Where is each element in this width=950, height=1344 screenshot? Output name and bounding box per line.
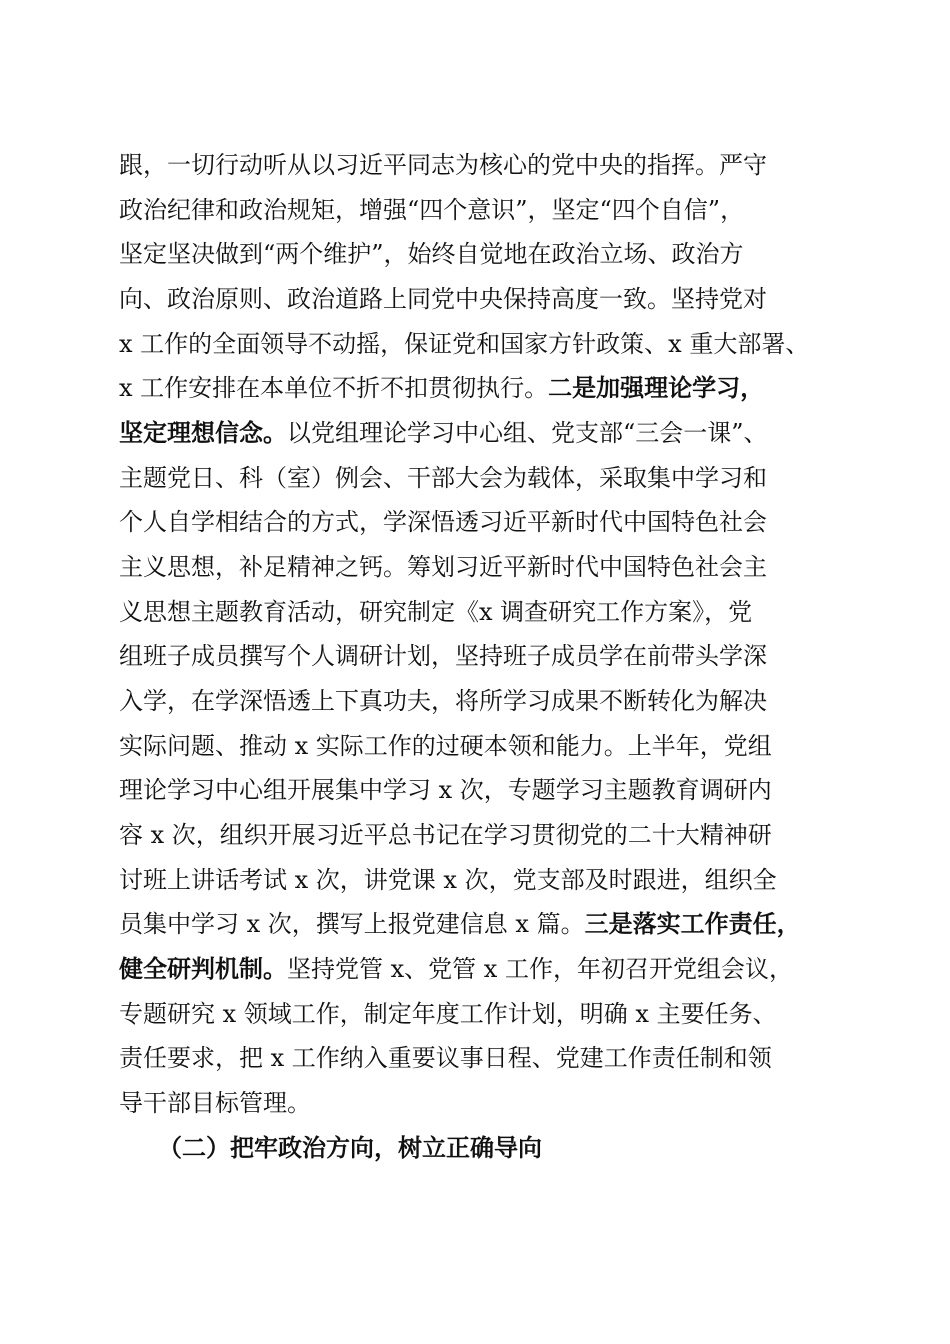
paragraph-line: 个人自学相结合的方式，学深悟透习近平新时代中国特色社会 — [119, 508, 767, 536]
paragraph-line: 坚定理想信念。以党组理论学习中心组、党支部“三会一课”、 — [119, 418, 768, 447]
paragraph-line: 坚定坚决做到“两个维护”，始终自觉地在政治立场、政治方 — [119, 240, 744, 268]
section-heading: （二）把牢政治方向，树立正确导向 — [158, 1133, 542, 1162]
paragraph-line: 义思想主题教育活动，研究制定《x 调查研究工作方案》，党 — [119, 598, 753, 626]
paragraph-line: 容 x 次，组织开展习近平总书记在学习贯彻党的二十大精神研 — [119, 821, 772, 849]
paragraph-line: 理论学习中心组开展集中学习 x 次，专题学习主题教育调研内 — [119, 776, 772, 804]
paragraph-line: 员集中学习 x 次，撰写上报党建信息 x 篇。三是落实工作责任， — [119, 909, 801, 938]
bold-lead-in: 三是落实工作责任， — [584, 909, 801, 938]
paragraph-line: x 工作的全面领导不动摇，保证党和国家方针政策、x 重大部署、 — [119, 330, 810, 358]
paragraph-line: 入学，在学深悟透上下真功夫，将所学习成果不断转化为解决 — [119, 687, 767, 715]
paragraph-line: 主题党日、科（室）例会、干部大会为载体，采取集中学习和 — [119, 464, 767, 492]
paragraph-line: 政治纪律和政治规矩，增强“四个意识”，坚定“四个自信”， — [119, 196, 745, 224]
paragraph-line: 跟，一切行动听从以习近平同志为核心的党中央的指挥。严守 — [119, 151, 767, 179]
paragraph-line: 实际问题、推动 x 实际工作的过硬本领和能力。上半年，党组 — [119, 732, 772, 760]
bold-lead-in: 健全研判机制。 — [119, 954, 287, 983]
paragraph-line: 专题研究 x 领域工作，制定年度工作计划，明确 x 主要任务、 — [119, 1000, 777, 1028]
paragraph-line: 组班子成员撰写个人调研计划，坚持班子成员学在前带头学深 — [119, 642, 767, 670]
paragraph-line: 健全研判机制。坚持党管 x、党管 x 工作，年初召开党组会议， — [119, 954, 793, 983]
paragraph-line: 责任要求，把 x 工作纳入重要议事日程、党建工作责任制和领 — [119, 1044, 772, 1072]
bold-lead-in: 二是加强理论学习， — [548, 373, 765, 402]
paragraph-line: 讨班上讲话考试 x 次，讲党课 x 次，党支部及时跟进，组织全 — [119, 866, 777, 894]
bold-lead-in: 坚定理想信念。 — [119, 418, 287, 447]
paragraph-line: x 工作安排在本单位不折不扣贯彻执行。二是加强理论学习， — [119, 373, 765, 402]
paragraph-line: 导干部目标管理。 — [119, 1089, 311, 1117]
paragraph-line: 主义思想，补足精神之钙。筹划习近平新时代中国特色社会主 — [119, 553, 767, 581]
paragraph-line: 向、政治原则、政治道路上同党中央保持高度一致。坚持党对 — [119, 285, 767, 313]
